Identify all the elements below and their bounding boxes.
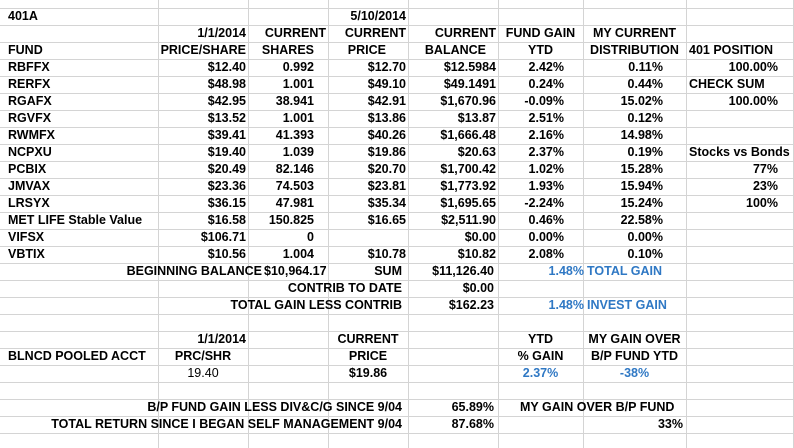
header-my-current[interactable]: MY CURRENT: [592, 26, 677, 40]
pooled-my-gain-over[interactable]: MY GAIN OVER: [588, 332, 681, 346]
fund-balance[interactable]: $1,700.42: [440, 162, 496, 176]
sum-value[interactable]: $11,126.40: [432, 264, 494, 278]
gain-less-contrib-value[interactable]: $162.23: [448, 298, 494, 312]
fund-shares[interactable]: 1.039: [282, 145, 314, 159]
pooled-price-value[interactable]: $19.86: [348, 366, 388, 380]
pooled-date[interactable]: 1/1/2014: [197, 332, 246, 346]
fund-price-current[interactable]: $10.78: [367, 247, 406, 261]
fund-name[interactable]: JMVAX: [8, 179, 51, 193]
fund-gain-ytd[interactable]: 2.37%: [528, 145, 564, 159]
header-price-share[interactable]: PRICE/SHARE: [160, 43, 246, 57]
fund-price-start[interactable]: $48.98: [207, 77, 246, 91]
fund-price-current[interactable]: $42.91: [367, 94, 406, 108]
fund-gain-ytd[interactable]: 2.51%: [528, 111, 564, 125]
fund-shares[interactable]: 82.146: [275, 162, 314, 176]
pooled-over-value[interactable]: -38%: [619, 366, 650, 380]
fund-shares[interactable]: 0.992: [282, 60, 314, 74]
total-return-value[interactable]: 87.68%: [451, 417, 494, 431]
fund-price-start[interactable]: $13.52: [207, 111, 246, 125]
fund-name[interactable]: RBFFX: [8, 60, 50, 74]
header-current[interactable]: CURRENT: [264, 26, 326, 40]
fund-distribution[interactable]: 22.58%: [620, 213, 663, 227]
gridline: [0, 382, 794, 383]
invest-gain-pct[interactable]: 1.48%: [548, 298, 584, 312]
fund-price-current[interactable]: $16.65: [367, 213, 406, 227]
fund-price-current[interactable]: $49.10: [367, 77, 406, 91]
fund-price-current[interactable]: $40.26: [367, 128, 406, 142]
fund-gain-ytd[interactable]: -2.24%: [524, 196, 564, 210]
fund-name[interactable]: RERFX: [8, 77, 51, 91]
fund-price-start[interactable]: $36.15: [207, 196, 246, 210]
my-gain-over-bp-label[interactable]: MY GAIN OVER B/P FUND: [520, 400, 675, 414]
total-gain-label[interactable]: TOTAL GAIN: [587, 264, 662, 278]
fund-price-current[interactable]: $12.70: [367, 60, 406, 74]
fund-balance[interactable]: $0.00: [464, 230, 496, 244]
header-price[interactable]: PRICE: [347, 43, 386, 57]
bonds-pct[interactable]: 23%: [752, 179, 778, 193]
fund-price-current[interactable]: $13.86: [367, 111, 406, 125]
fund-gain-ytd[interactable]: -0.09%: [524, 94, 564, 108]
fund-gain-ytd[interactable]: 2.08%: [528, 247, 564, 261]
fund-distribution[interactable]: 15.02%: [620, 94, 663, 108]
fund-balance[interactable]: $1,670.96: [440, 94, 496, 108]
fund-distribution[interactable]: 0.00%: [627, 230, 663, 244]
fund-distribution[interactable]: 0.11%: [628, 60, 663, 74]
contrib-label[interactable]: CONTRIB TO DATE: [287, 281, 402, 295]
fund-price-current[interactable]: $23.81: [367, 179, 406, 193]
fund-price-current[interactable]: $35.34: [367, 196, 406, 210]
header-balance[interactable]: BALANCE: [424, 43, 486, 57]
fund-price-start[interactable]: $16.58: [207, 213, 246, 227]
fund-balance[interactable]: $12.5984: [443, 60, 496, 74]
fund-balance[interactable]: $49.1491: [443, 77, 496, 91]
fund-balance[interactable]: $1,695.65: [440, 196, 496, 210]
fund-name[interactable]: RGAFX: [8, 94, 52, 108]
header-shares[interactable]: SHARES: [261, 43, 314, 57]
fund-shares[interactable]: 47.981: [275, 196, 314, 210]
fund-distribution[interactable]: 0.12%: [627, 111, 663, 125]
sum-label[interactable]: SUM: [374, 264, 402, 278]
fund-gain-ytd[interactable]: 0.24%: [528, 77, 564, 91]
fund-price-start[interactable]: $12.40: [207, 60, 246, 74]
fund-name[interactable]: RGVFX: [8, 111, 52, 125]
contrib-value[interactable]: $0.00: [462, 281, 494, 295]
fund-price-start[interactable]: $10.56: [207, 247, 246, 261]
total-return-label[interactable]: TOTAL RETURN SINCE I BEGAN SELF MANAGEMENT 9/04: [51, 417, 402, 431]
fund-distribution[interactable]: 15.28%: [620, 162, 663, 176]
pooled-bp-fund-ytd[interactable]: B/P FUND YTD: [590, 349, 679, 363]
header-fund-gain[interactable]: FUND GAIN: [505, 26, 576, 40]
fund-gain-ytd[interactable]: 1.02%: [528, 162, 564, 176]
header-fund[interactable]: FUND: [8, 43, 43, 57]
bp-fund-gain-value[interactable]: 65.89%: [451, 400, 494, 414]
total-gain-pct[interactable]: 1.48%: [548, 264, 584, 278]
fund-name[interactable]: LRSYX: [8, 196, 50, 210]
header-ytd[interactable]: YTD: [528, 43, 553, 57]
fund-distribution[interactable]: 14.98%: [620, 128, 663, 142]
pooled-current[interactable]: CURRENT: [337, 332, 399, 346]
fund-name[interactable]: PCBIX: [8, 162, 47, 176]
my-gain-over-bp-value[interactable]: 33%: [657, 417, 683, 431]
fund-name[interactable]: NCPXU: [8, 145, 52, 159]
pooled-pct-gain[interactable]: % GAIN: [517, 349, 564, 363]
fund-price-start[interactable]: $42.95: [207, 94, 246, 108]
fund-shares[interactable]: 150.825: [268, 213, 314, 227]
beginning-balance-value[interactable]: $10,964.17: [264, 264, 327, 278]
fund-gain-ytd[interactable]: 2.16%: [528, 128, 564, 142]
fund-shares[interactable]: 41.393: [275, 128, 314, 142]
header-current[interactable]: CURRENT: [434, 26, 496, 40]
fund-balance[interactable]: $1,773.92: [440, 179, 496, 193]
check-sum-label[interactable]: CHECK SUM: [689, 77, 765, 91]
fund-price-current[interactable]: [328, 229, 406, 246]
gridline: [0, 433, 794, 434]
fund-gain-ytd[interactable]: 0.46%: [528, 213, 564, 227]
header-401-position[interactable]: 401 POSITION: [689, 43, 774, 57]
fund-distribution[interactable]: 0.10%: [627, 247, 663, 261]
fund-price-start[interactable]: $39.41: [207, 128, 246, 142]
sheet-title[interactable]: 401A: [8, 9, 38, 23]
fund-price-start[interactable]: $106.71: [200, 230, 246, 244]
fund-name[interactable]: MET LIFE Stable Value: [8, 213, 143, 227]
fund-price-start[interactable]: $23.36: [207, 179, 246, 193]
header-current[interactable]: CURRENT: [344, 26, 406, 40]
check-sum-value[interactable]: 100.00%: [728, 94, 778, 108]
position-value[interactable]: 100.00%: [728, 60, 778, 74]
stocks-vs-bonds-label[interactable]: Stocks vs Bonds: [689, 145, 790, 159]
fund-gain-ytd[interactable]: 2.42%: [528, 60, 564, 74]
fund-balance[interactable]: $2,511.90: [441, 213, 496, 227]
pooled-prc-value[interactable]: 19.40: [187, 366, 219, 380]
header-date-current[interactable]: 5/10/2014: [350, 9, 406, 23]
fund-shares[interactable]: 0: [307, 230, 314, 244]
fund-gain-ytd[interactable]: 0.00%: [528, 230, 564, 244]
fund-shares[interactable]: 38.941: [275, 94, 314, 108]
pooled-ytd[interactable]: YTD: [528, 332, 553, 346]
fund-balance[interactable]: $10.82: [457, 247, 496, 261]
fund-balance[interactable]: $13.87: [457, 111, 496, 125]
fund-price-start[interactable]: $19.40: [207, 145, 246, 159]
fund-price-start[interactable]: $20.49: [207, 162, 246, 176]
fund-price-current[interactable]: $20.70: [367, 162, 406, 176]
fund-balance[interactable]: $20.63: [457, 145, 496, 159]
fund-name[interactable]: VIFSX: [8, 230, 45, 244]
total-pct[interactable]: 100%: [746, 196, 778, 210]
pooled-prc-shr[interactable]: PRC/SHR: [174, 349, 232, 363]
fund-shares[interactable]: 1.001: [282, 111, 314, 125]
fund-shares[interactable]: 74.503: [275, 179, 314, 193]
pooled-gain-value[interactable]: 2.37%: [522, 366, 559, 380]
fund-price-current[interactable]: $19.86: [367, 145, 406, 159]
bp-fund-gain-label[interactable]: B/P FUND GAIN LESS DIV&C/G SINCE 9/04: [147, 400, 402, 414]
fund-balance[interactable]: $1,666.48: [440, 128, 496, 142]
fund-name[interactable]: RWMFX: [8, 128, 55, 142]
fund-distribution[interactable]: 0.44%: [627, 77, 663, 91]
fund-distribution[interactable]: 15.24%: [620, 196, 663, 210]
fund-shares[interactable]: 1.004: [282, 247, 314, 261]
pooled-price[interactable]: PRICE: [348, 349, 388, 363]
fund-name[interactable]: VBTIX: [8, 247, 45, 261]
fund-distribution[interactable]: 15.94%: [620, 179, 663, 193]
pooled-acct-label[interactable]: BLNCD POOLED ACCT: [8, 349, 146, 363]
fund-distribution[interactable]: 0.19%: [627, 145, 663, 159]
fund-gain-ytd[interactable]: 1.93%: [528, 179, 564, 193]
gain-less-contrib-label[interactable]: TOTAL GAIN LESS CONTRIB: [230, 298, 402, 312]
header-distribution[interactable]: DISTRIBUTION: [590, 43, 679, 57]
fund-shares[interactable]: 1.001: [282, 77, 314, 91]
beginning-balance-label[interactable]: BEGINNING BALANCE: [126, 264, 262, 278]
header-date-start[interactable]: 1/1/2014: [197, 26, 246, 40]
gridline: [0, 314, 794, 315]
invest-gain-label[interactable]: INVEST GAIN: [587, 298, 667, 312]
stocks-pct[interactable]: 77%: [752, 162, 778, 176]
